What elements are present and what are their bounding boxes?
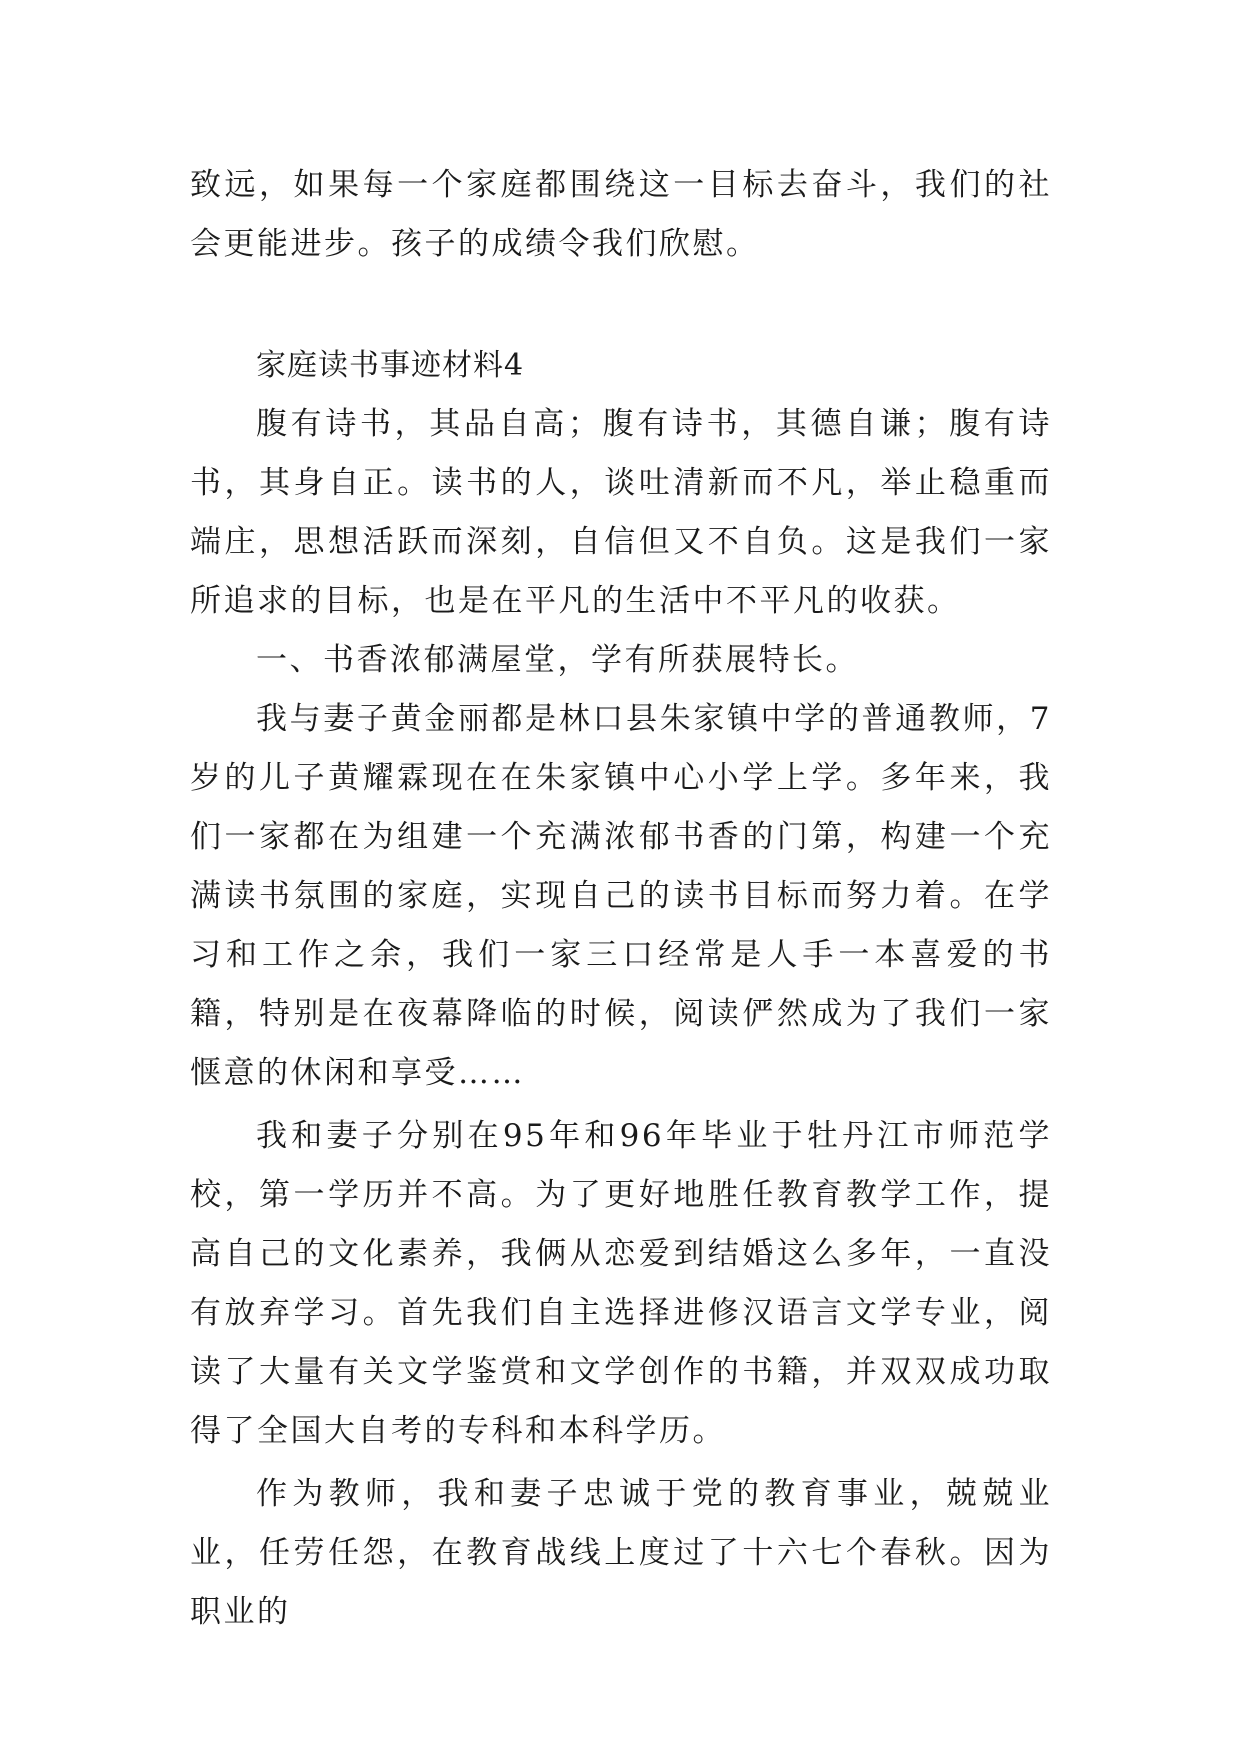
continuation-block: [190, 156, 1052, 274]
continuation-paragraph: 致远，如果每一个家庭都围绕这一目标去奋斗，我们的社会更能进步。孩子的成绩令我们欣慰。: [190, 167, 1052, 262]
paragraph-1: 腹有诗书，其品自高；腹有诗书，其德自谦；腹有诗书，其身自正。读书的人，谈吐清新而不凡，举止稳重而端庄，思想活跃而深刻，自信但又不自负。这是我们一家所追求的目标，也是在平凡的生活中不平凡的收获。: [190, 406, 1052, 619]
paragraph-4: 我和妻子分别在95年和96年毕业于牡丹江市师范学校，第一学历并不高。为了更好地胜任教育教学工作，提高自己的文化素养，我俩从恋爱到结婚这么多年，一直没有放弃学习。首先我们自主选择进修汉语言文学专业，阅读了大量有关文学鉴赏和文学创作的书籍，并双双成功取得了全国大自考的专科和本科学历。: [190, 1118, 1052, 1449]
paragraph-5: 作为教师，我和妻子忠诚于党的教育事业，兢兢业业，任劳任怨，在教育战线上度过了十六七个春秋。因为职业的: [190, 1476, 1052, 1630]
paragraph-3: 我与妻子黄金丽都是林口县朱家镇中学的普通教师，7岁的儿子黄耀霖现在在朱家镇中心小学上学。多年来，我们一家都在为组建一个充满浓郁书香的门第，构建一个充满读书氛围的家庭，实现自己的读书目标而努力着。在学习和工作之余，我们一家三口经常是人手一本喜爱的书籍，特别是在夜幕降临的时候，阅读俨然成为了我们一家惬意的休闲和享受……: [190, 701, 1052, 1091]
article-body: [190, 336, 1052, 1642]
subheading-paragraph: 一、书香浓郁满屋堂，学有所获展特长。: [256, 642, 859, 678]
section-title: 家庭读书事迹材料4: [256, 348, 525, 383]
